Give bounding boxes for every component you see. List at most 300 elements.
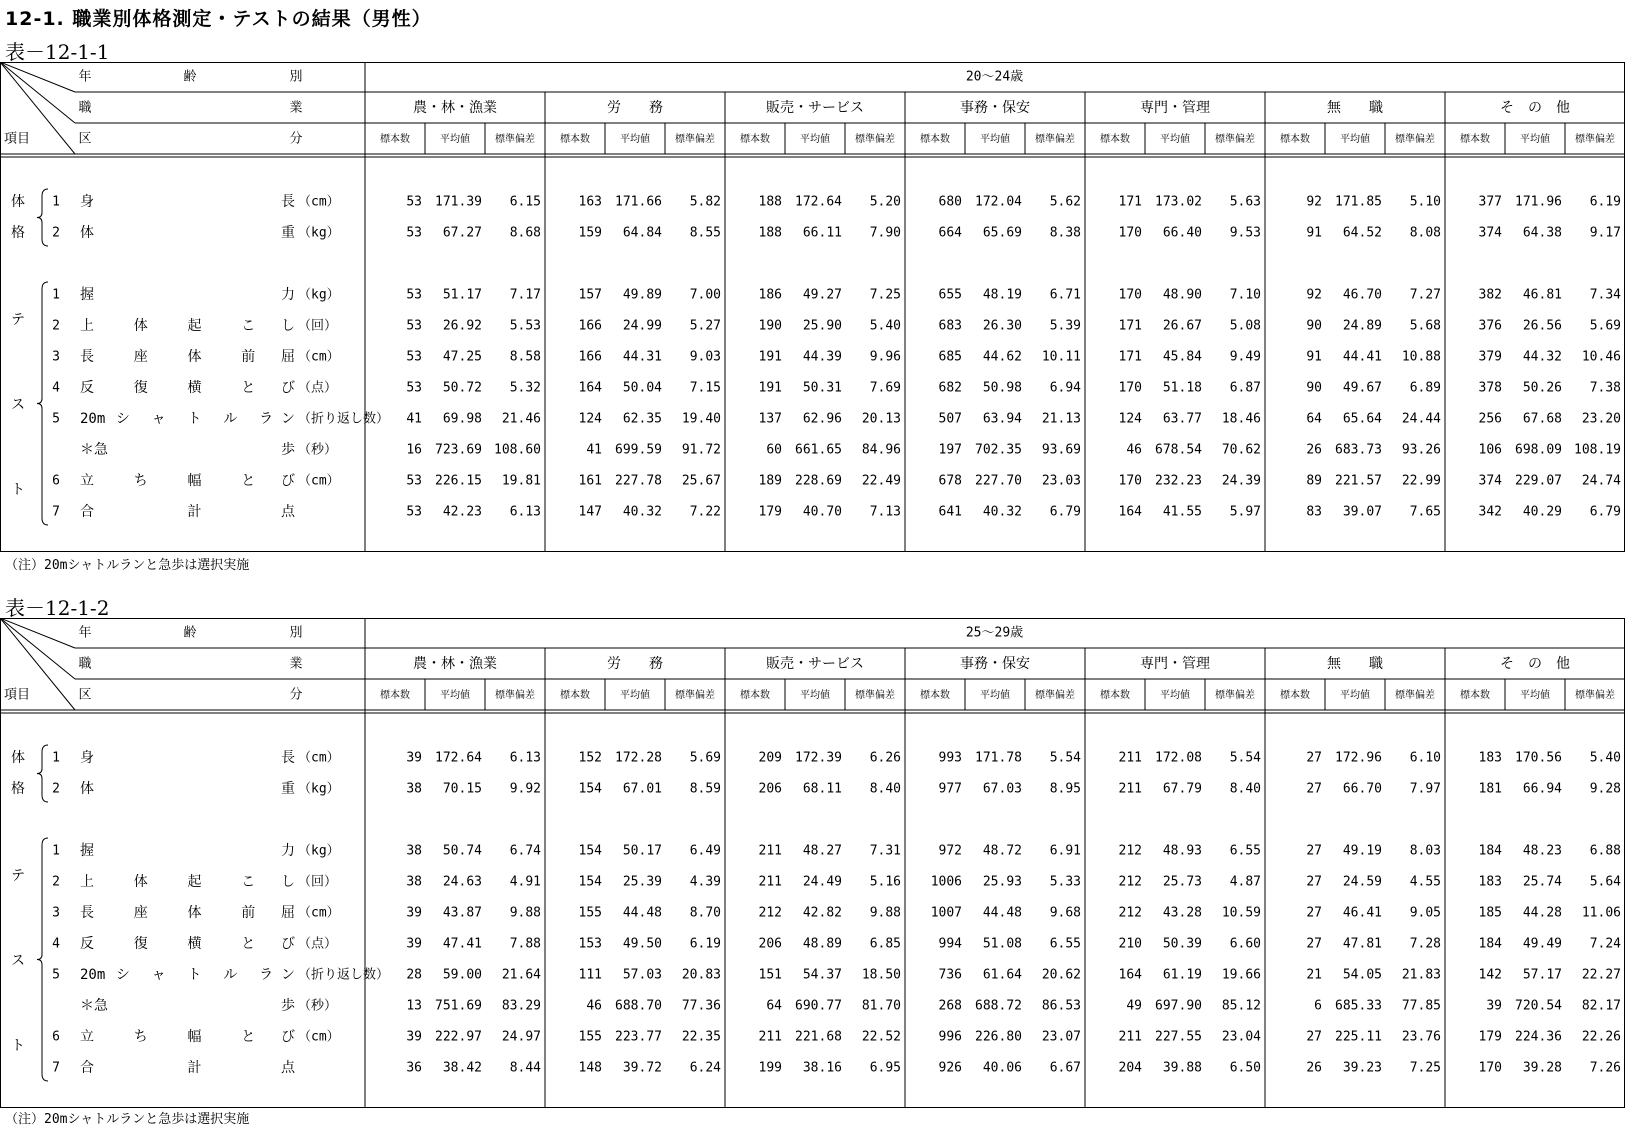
- data-cell: 8.40: [869, 781, 901, 797]
- header-occupation: 専門・管理: [1140, 100, 1210, 116]
- row-label-char: 体: [187, 905, 202, 921]
- header-sub-column: 標本数: [1460, 690, 1490, 701]
- data-cell: 77.36: [681, 998, 721, 1014]
- data-cell: 39: [406, 750, 422, 766]
- row-label-char: 体: [187, 349, 202, 365]
- data-cell: 26: [1306, 1060, 1322, 1076]
- data-cell: 222.97: [435, 1029, 482, 1045]
- data-cell: 5.08: [1229, 318, 1261, 334]
- data-cell: 50.26: [1522, 380, 1562, 396]
- data-cell: 39: [1486, 998, 1502, 1014]
- data-cell: 7.25: [869, 287, 901, 303]
- data-cell: 6.50: [1229, 1060, 1261, 1076]
- data-cell: 8.40: [1229, 781, 1261, 797]
- data-cell: 40.70: [802, 504, 842, 520]
- data-cell: 49.89: [622, 287, 662, 303]
- data-cell: 86.53: [1041, 998, 1081, 1014]
- data-cell: 53: [406, 225, 422, 241]
- data-cell: 27: [1306, 750, 1322, 766]
- header-occupation: そ の 他: [1500, 100, 1570, 116]
- data-cell: 53: [406, 287, 422, 303]
- data-cell: 6.71: [1049, 287, 1081, 303]
- data-cell: 996: [938, 1029, 962, 1045]
- row-number: 5: [52, 411, 60, 427]
- data-cell: 157: [578, 287, 602, 303]
- row-label-char: こ: [241, 318, 256, 334]
- data-cell: 179: [1478, 1029, 1502, 1045]
- data-cell: 4.39: [689, 874, 721, 890]
- data-cell: 53: [406, 318, 422, 334]
- data-cell: 8.70: [689, 905, 721, 921]
- data-cell: 64: [1306, 411, 1322, 427]
- data-cell: 189: [758, 473, 782, 489]
- data-cell: 24.97: [501, 1029, 541, 1045]
- data-cell: 688.70: [615, 998, 662, 1014]
- data-cell: 26.30: [982, 318, 1022, 334]
- data-cell: 6.55: [1229, 843, 1261, 859]
- row-label-char: ン: [281, 411, 295, 427]
- row-unit: （折り返し数）: [298, 411, 390, 427]
- data-cell: 6.88: [1589, 843, 1621, 859]
- row-label-char: し: [281, 874, 295, 890]
- row-label-char: 反: [80, 380, 94, 396]
- data-cell: 164: [1118, 504, 1142, 520]
- row-label-char: 身: [80, 194, 94, 210]
- data-cell: 44.39: [802, 349, 842, 365]
- data-cell: 49.19: [1342, 843, 1382, 859]
- data-cell: 655: [938, 287, 962, 303]
- data-cell: 39: [406, 1029, 422, 1045]
- data-cell: 697.90: [1155, 998, 1202, 1014]
- data-cell: 9.17: [1589, 225, 1621, 241]
- group-brace: [37, 745, 48, 802]
- data-cell: 27: [1306, 843, 1322, 859]
- data-cell: 5.62: [1049, 194, 1081, 210]
- header-sub-column: 平均値: [980, 134, 1010, 145]
- data-cell: 83: [1306, 504, 1322, 520]
- data-cell: 5.39: [1049, 318, 1081, 334]
- row-unit: （cm）: [298, 1029, 340, 1045]
- data-cell: 9.96: [869, 349, 901, 365]
- header-sub-column: 平均値: [1520, 134, 1550, 145]
- data-cell: 5.40: [1589, 750, 1621, 766]
- data-cell: 184: [1478, 936, 1502, 952]
- header-occupation: 農・林・漁業: [413, 656, 497, 672]
- data-cell: 9.92: [509, 781, 541, 797]
- header-occupation: そ の 他: [1500, 656, 1570, 672]
- data-cell: 10.46: [1581, 349, 1621, 365]
- row-number: 1: [52, 750, 60, 766]
- row-unit: （cm）: [298, 194, 340, 210]
- row-label-char: シ: [115, 967, 130, 983]
- data-cell: 197: [938, 442, 962, 458]
- header-item-label: 項目: [4, 131, 31, 147]
- data-cell: 994: [938, 936, 962, 952]
- data-cell: 206: [758, 936, 782, 952]
- data-cell: 229.07: [1515, 473, 1562, 489]
- data-cell: 172.64: [795, 194, 842, 210]
- data-cell: 7.97: [1409, 781, 1441, 797]
- data-cell: 46.41: [1342, 905, 1382, 921]
- row-label-char: 力: [281, 287, 295, 303]
- row-number: 7: [52, 1060, 60, 1076]
- data-cell: 6.85: [869, 936, 901, 952]
- data-cell: 50.04: [622, 380, 662, 396]
- row-label-char: 長: [80, 905, 94, 921]
- header-occupation: 販売・サービス: [766, 656, 864, 672]
- data-cell: 19.81: [501, 473, 541, 489]
- data-cell: 108.60: [494, 442, 541, 458]
- data-cell: 90: [1306, 318, 1322, 334]
- data-cell: 18.50: [861, 967, 901, 983]
- header-sub-column: 平均値: [800, 134, 830, 145]
- data-cell: 159: [578, 225, 602, 241]
- data-cell: 7.13: [869, 504, 901, 520]
- row-unit: （回）: [298, 874, 338, 890]
- row-label-char: 幅: [187, 1029, 202, 1045]
- data-cell: 9.03: [689, 349, 721, 365]
- data-cell: 225.11: [1335, 1029, 1382, 1045]
- data-cell: 147: [578, 504, 602, 520]
- data-cell: 60: [766, 442, 782, 458]
- row-number: 3: [52, 905, 60, 921]
- data-cell: 382: [1478, 287, 1502, 303]
- data-cell: 7.26: [1589, 1060, 1621, 1076]
- data-cell: 188: [758, 225, 782, 241]
- data-cell: 20.13: [861, 411, 901, 427]
- row-unit: （cm）: [298, 473, 340, 489]
- data-cell: 152: [578, 750, 602, 766]
- row-label-char: び: [281, 380, 295, 396]
- data-cell: 171: [1118, 318, 1142, 334]
- data-cell: 7.24: [1589, 936, 1621, 952]
- row-label-char: 歩: [281, 998, 295, 1014]
- header-occupation: 労 務: [607, 100, 663, 116]
- row-label-char: 立: [80, 473, 94, 489]
- data-cell: 683: [938, 318, 962, 334]
- data-cell: 53: [406, 473, 422, 489]
- data-cell: 44.62: [982, 349, 1022, 365]
- table-1-note: （注）20mシャトルランと急歩は選択実施: [5, 558, 250, 573]
- row-unit: （点）: [298, 936, 338, 952]
- data-cell: 683.73: [1335, 442, 1382, 458]
- data-cell: 20.83: [681, 967, 721, 983]
- header-occupation: 事務・保安: [960, 100, 1030, 116]
- data-cell: 46: [1126, 442, 1142, 458]
- row-label-char: と: [241, 936, 256, 952]
- data-cell: 83.29: [501, 998, 541, 1014]
- row-label-char: 横: [187, 936, 202, 952]
- data-cell: 507: [938, 411, 962, 427]
- group-label-body: 体: [11, 750, 25, 766]
- row-unit: （kg）: [298, 225, 340, 241]
- row-label-char: 握: [80, 843, 94, 859]
- data-cell: 27: [1306, 1029, 1322, 1045]
- row-label-char: び: [281, 1029, 295, 1045]
- row-label-char: 立: [80, 1029, 94, 1045]
- header-sub-column: 平均値: [440, 690, 470, 701]
- data-cell: 53: [406, 380, 422, 396]
- data-cell: 664: [938, 225, 962, 241]
- data-cell: 179: [758, 504, 782, 520]
- data-cell: 57.17: [1522, 967, 1562, 983]
- data-cell: 39.72: [622, 1060, 662, 1076]
- data-cell: 24.49: [802, 874, 842, 890]
- data-cell: 93.26: [1401, 442, 1441, 458]
- data-cell: 1006: [930, 874, 962, 890]
- data-cell: 19.40: [681, 411, 721, 427]
- data-cell: 153: [578, 936, 602, 952]
- data-cell: 6.24: [689, 1060, 721, 1076]
- row-label-char: 合: [80, 504, 94, 520]
- header-sub-column: 標準偏差: [1035, 690, 1075, 701]
- data-cell: 170: [1118, 287, 1142, 303]
- row-unit: （kg）: [298, 287, 340, 303]
- data-cell: 6.74: [509, 843, 541, 859]
- data-cell: 36: [406, 1060, 422, 1076]
- data-cell: 85.12: [1221, 998, 1261, 1014]
- data-cell: 41: [586, 442, 602, 458]
- data-cell: 8.95: [1049, 781, 1081, 797]
- group-label-body: 格: [11, 225, 25, 241]
- data-cell: 23.20: [1581, 411, 1621, 427]
- data-cell: 39.07: [1342, 504, 1382, 520]
- data-cell: 25.73: [1162, 874, 1202, 890]
- group-label-test: ト: [11, 1038, 25, 1054]
- data-cell: 124: [578, 411, 602, 427]
- data-cell: 191: [758, 349, 782, 365]
- data-cell: 186: [758, 287, 782, 303]
- data-cell: 24.39: [1221, 473, 1261, 489]
- data-cell: 47.41: [442, 936, 482, 952]
- data-cell: 48.90: [1162, 287, 1202, 303]
- data-cell: 51.18: [1162, 380, 1202, 396]
- row-number: 4: [52, 936, 60, 952]
- header-age-range: 20～24歳: [965, 69, 1024, 85]
- header-item-label: 項目: [4, 687, 31, 703]
- data-cell: 680: [938, 194, 962, 210]
- data-cell: 170: [1118, 380, 1142, 396]
- data-cell: 206: [758, 781, 782, 797]
- data-cell: 40.32: [982, 504, 1022, 520]
- data-cell: 7.17: [509, 287, 541, 303]
- data-cell: 5.63: [1229, 194, 1261, 210]
- row-unit: （kg）: [298, 843, 340, 859]
- data-cell: 7.27: [1409, 287, 1441, 303]
- header-occupation: 無 職: [1327, 100, 1383, 116]
- row-label-char: 座: [133, 349, 148, 365]
- header-sub-column: 標本数: [1280, 690, 1310, 701]
- header-division-label: 分: [289, 131, 303, 147]
- data-cell: 211: [758, 1029, 782, 1045]
- data-cell: 9.28: [1589, 781, 1621, 797]
- data-cell: 38: [406, 781, 422, 797]
- data-cell: 185: [1478, 905, 1502, 921]
- data-cell: 48.27: [802, 843, 842, 859]
- data-cell: 46.70: [1342, 287, 1382, 303]
- data-cell: 24.89: [1342, 318, 1382, 334]
- data-cell: 39: [406, 905, 422, 921]
- row-label-char: こ: [241, 874, 256, 890]
- data-cell: 51.17: [442, 287, 482, 303]
- header-sub-column: 標準偏差: [675, 690, 715, 701]
- data-cell: 90: [1306, 380, 1322, 396]
- data-cell: 342: [1478, 504, 1502, 520]
- data-cell: 49.49: [1522, 936, 1562, 952]
- data-cell: 172.04: [975, 194, 1022, 210]
- data-cell: 22.52: [861, 1029, 901, 1045]
- table-2: [0, 618, 1626, 1108]
- data-cell: 21.13: [1041, 411, 1081, 427]
- header-division-label: 区: [78, 687, 92, 703]
- data-cell: 40.29: [1522, 504, 1562, 520]
- row-label-char: 復: [133, 936, 148, 952]
- group-label-test: ト: [11, 482, 25, 498]
- data-cell: 39: [406, 936, 422, 952]
- data-cell: 6.89: [1409, 380, 1441, 396]
- header-sub-column: 平均値: [1340, 690, 1370, 701]
- header-sub-column: 標本数: [1280, 134, 1310, 145]
- header-age-label: 年: [78, 625, 92, 641]
- data-cell: 374: [1478, 473, 1502, 489]
- data-cell: 224.36: [1515, 1029, 1562, 1045]
- data-cell: 6: [1314, 998, 1322, 1014]
- row-label-char: ち: [133, 1029, 148, 1045]
- data-cell: 54.05: [1342, 967, 1382, 983]
- data-cell: 5.82: [689, 194, 721, 210]
- data-cell: 28: [406, 967, 422, 983]
- row-label-char: 横: [187, 380, 202, 396]
- row-number: 3: [52, 349, 60, 365]
- data-cell: 27: [1306, 905, 1322, 921]
- data-cell: 67.03: [982, 781, 1022, 797]
- row-number: 2: [52, 225, 60, 241]
- data-cell: 5.27: [689, 318, 721, 334]
- data-cell: 23.76: [1401, 1029, 1441, 1045]
- data-cell: 171.66: [615, 194, 662, 210]
- data-cell: 8.59: [689, 781, 721, 797]
- data-cell: 23.04: [1221, 1029, 1261, 1045]
- header-sub-column: 標本数: [740, 134, 770, 145]
- data-cell: 4.87: [1229, 874, 1261, 890]
- header-age-label: 年: [78, 69, 92, 85]
- data-cell: 171.85: [1335, 194, 1382, 210]
- data-cell: 7.88: [509, 936, 541, 952]
- header-sub-column: 標準偏差: [675, 134, 715, 145]
- data-cell: 9.05: [1409, 905, 1441, 921]
- data-cell: 211: [758, 843, 782, 859]
- header-sub-column: 標本数: [1100, 690, 1130, 701]
- row-label-char: と: [241, 1029, 256, 1045]
- data-cell: 92: [1306, 287, 1322, 303]
- data-cell: 27: [1306, 874, 1322, 890]
- data-cell: 46: [586, 998, 602, 1014]
- page-title: 12-1. 職業別体格測定・テストの結果（男性）: [5, 8, 432, 30]
- data-cell: 43.87: [442, 905, 482, 921]
- data-cell: 7.22: [689, 504, 721, 520]
- data-cell: 10.11: [1041, 349, 1081, 365]
- data-cell: 25.67: [681, 473, 721, 489]
- row-label-char: ラ: [259, 967, 274, 983]
- data-cell: 20.62: [1041, 967, 1081, 983]
- data-cell: 190: [758, 318, 782, 334]
- row-unit: （秒）: [298, 998, 338, 1014]
- table-2-note: （注）20mシャトルランと急歩は選択実施: [5, 1112, 250, 1127]
- group-label-test: テ: [11, 312, 25, 328]
- data-cell: 19.66: [1221, 967, 1261, 983]
- data-cell: 47.25: [442, 349, 482, 365]
- data-cell: 7.28: [1409, 936, 1441, 952]
- header-occupation-label: 職: [78, 656, 92, 672]
- data-cell: 199: [758, 1060, 782, 1076]
- data-cell: 26.56: [1522, 318, 1562, 334]
- data-cell: 5.20: [869, 194, 901, 210]
- data-cell: 124: [1118, 411, 1142, 427]
- row-number: 6: [52, 473, 60, 489]
- data-cell: 232.23: [1155, 473, 1202, 489]
- data-cell: 41.55: [1162, 504, 1202, 520]
- data-cell: 5.69: [1589, 318, 1621, 334]
- data-cell: 155: [578, 905, 602, 921]
- data-cell: 91: [1306, 349, 1322, 365]
- data-cell: 155: [578, 1029, 602, 1045]
- data-cell: 26: [1306, 442, 1322, 458]
- data-cell: 25.93: [982, 874, 1022, 890]
- data-cell: 977: [938, 781, 962, 797]
- data-cell: 181: [1478, 781, 1502, 797]
- header-sub-column: 標本数: [1100, 134, 1130, 145]
- data-cell: 26.92: [442, 318, 482, 334]
- data-cell: 183: [1478, 750, 1502, 766]
- row-unit: （折り返し数）: [298, 967, 390, 983]
- data-cell: 142: [1478, 967, 1502, 983]
- data-cell: 736: [938, 967, 962, 983]
- data-cell: 171: [1118, 194, 1142, 210]
- data-cell: 50.98: [982, 380, 1022, 396]
- row-label-char: ＊急: [80, 998, 108, 1014]
- row-label-char: ャ: [151, 967, 166, 983]
- header-age-label: 齢: [183, 69, 197, 85]
- data-cell: 209: [758, 750, 782, 766]
- row-label-char: 体: [133, 874, 148, 890]
- data-cell: 256: [1478, 411, 1502, 427]
- data-cell: 62.35: [622, 411, 662, 427]
- data-cell: 47.81: [1342, 936, 1382, 952]
- data-cell: 212: [758, 905, 782, 921]
- header-occupation: 事務・保安: [960, 656, 1030, 672]
- header-occupation: 労 務: [607, 656, 663, 672]
- data-cell: 7.10: [1229, 287, 1261, 303]
- data-cell: 172.08: [1155, 750, 1202, 766]
- header-sub-column: 標本数: [920, 134, 950, 145]
- data-cell: 7.00: [689, 287, 721, 303]
- data-cell: 678.54: [1155, 442, 1202, 458]
- header-sub-column: 平均値: [1160, 690, 1190, 701]
- header-sub-column: 標本数: [380, 690, 410, 701]
- data-cell: 5.54: [1229, 750, 1261, 766]
- data-cell: 21.46: [501, 411, 541, 427]
- data-cell: 38.42: [442, 1060, 482, 1076]
- group-brace: [37, 282, 48, 525]
- data-cell: 5.69: [689, 750, 721, 766]
- row-label-char: 幅: [187, 473, 202, 489]
- row-unit: （cm）: [298, 905, 340, 921]
- data-cell: 166: [578, 318, 602, 334]
- data-cell: 13: [406, 998, 422, 1014]
- data-cell: 170: [1118, 225, 1142, 241]
- data-cell: 268: [938, 998, 962, 1014]
- data-cell: 69.98: [442, 411, 482, 427]
